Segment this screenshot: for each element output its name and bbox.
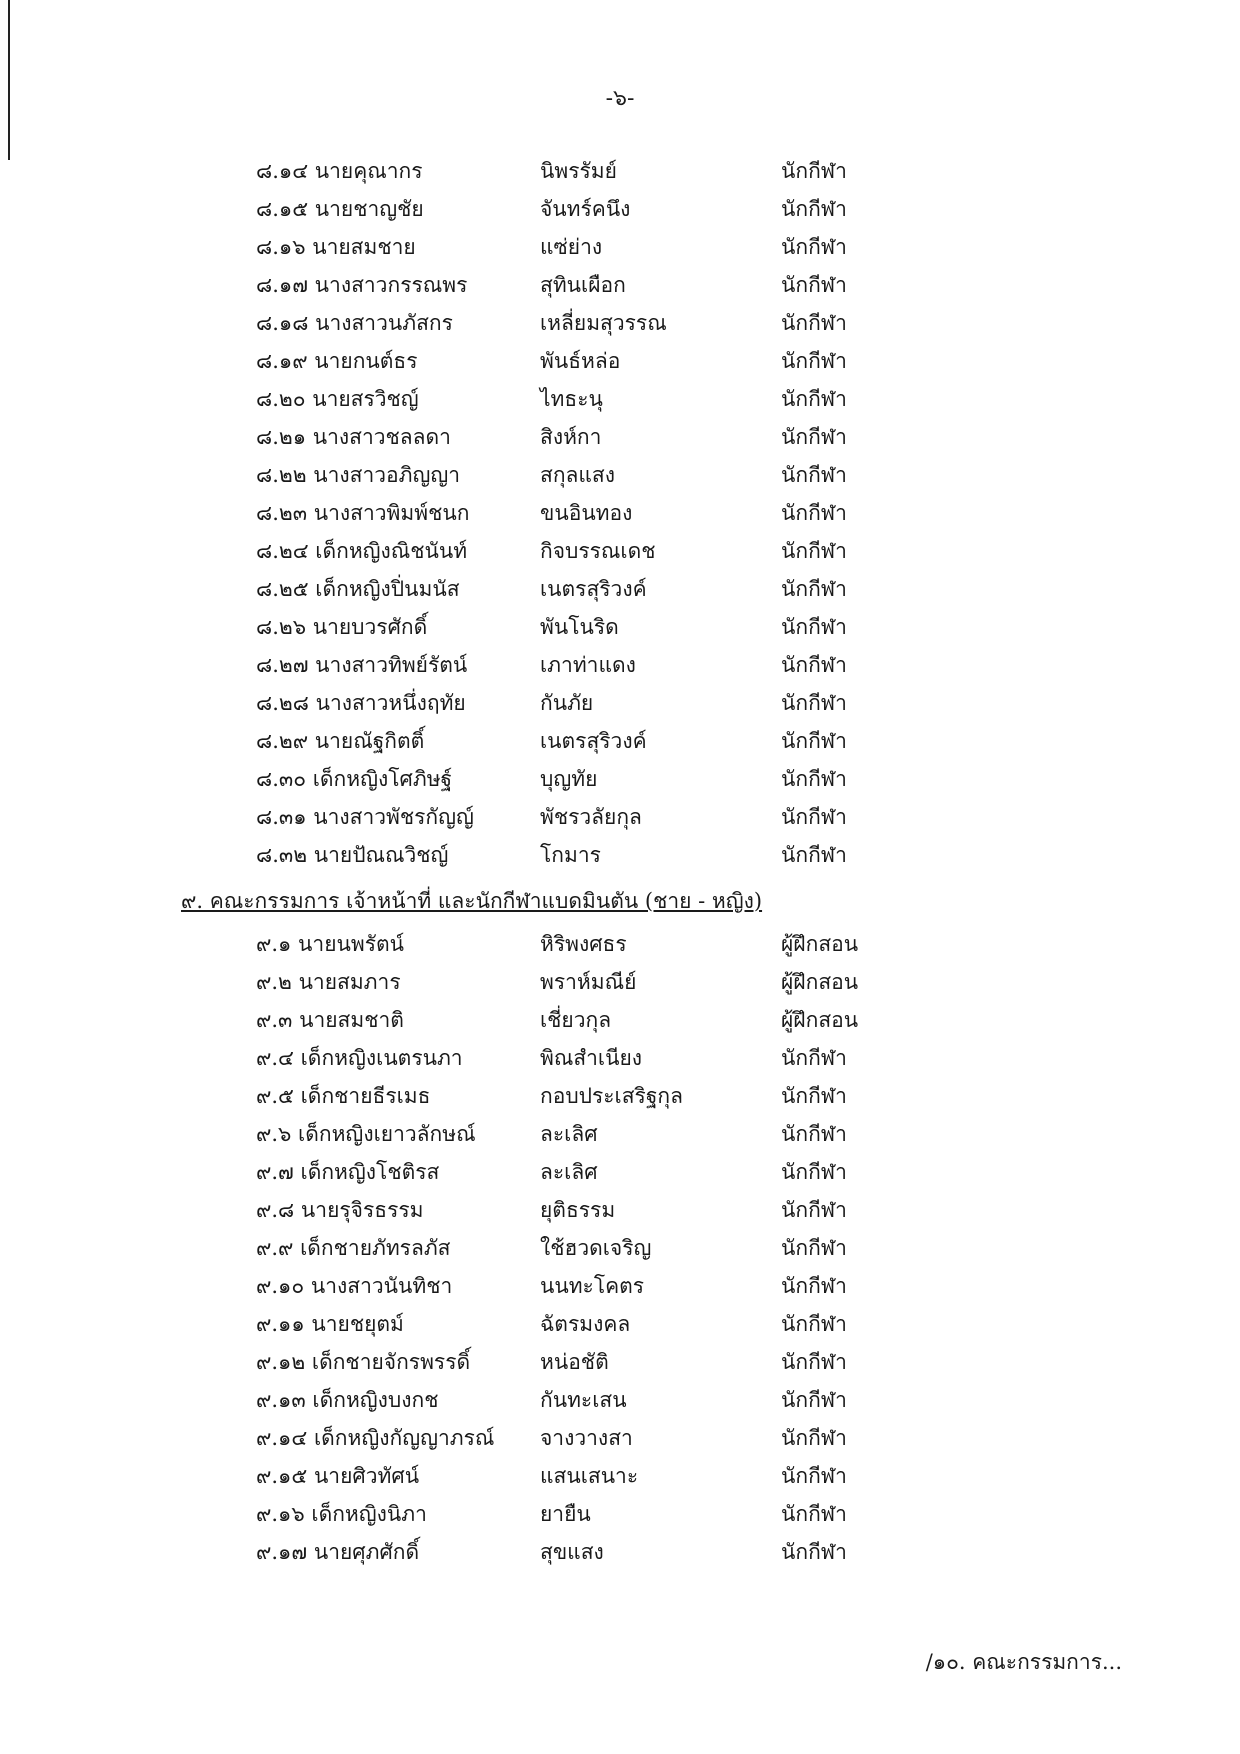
list-item [0, 1229, 1240, 1267]
member-surname: กิจบรรณเดช [540, 539, 656, 563]
member-number-name: ๘.๒๖ นายบวรศักดิ์ [256, 615, 428, 639]
member-role: นักกีฬา [781, 539, 847, 563]
list-item [0, 1267, 1240, 1305]
member-role: ผู้ฝึกสอน [781, 932, 859, 956]
member-number-name: ๙.๓ นายสมชาติ [256, 1008, 404, 1032]
member-surname: ฉัตรมงคล [540, 1312, 631, 1336]
member-number-name: ๙.๘ นายรุจิรธรรม [256, 1198, 424, 1222]
list-item [0, 190, 1240, 228]
member-surname: ใช้ฮวดเจริญ [540, 1236, 652, 1260]
list-item [0, 494, 1240, 532]
list-item [0, 1153, 1240, 1191]
member-surname: นนทะโคตร [540, 1274, 645, 1298]
member-number-name: ๙.๙ เด็กชายภัทรลภัส [256, 1236, 451, 1260]
list-item [0, 836, 1240, 874]
member-role: นักกีฬา [781, 387, 847, 411]
member-number-name: ๘.๒๑ นางสาวชลลดา [256, 425, 451, 449]
member-surname: สกุลแสง [540, 463, 616, 487]
member-role: นักกีฬา [781, 843, 847, 867]
list-item [0, 1381, 1240, 1419]
member-role: นักกีฬา [781, 425, 847, 449]
member-surname: สุขแสง [540, 1540, 604, 1564]
member-role: นักกีฬา [781, 1160, 847, 1184]
section8-list [0, 152, 1240, 874]
member-role: นักกีฬา [781, 615, 847, 639]
member-number-name: ๘.๒๘ นางสาวหนึ่งฤทัย [256, 691, 466, 715]
member-role: นักกีฬา [781, 653, 847, 677]
member-number-name: ๘.๑๘ นางสาวนภัสกร [256, 311, 453, 335]
member-role: นักกีฬา [781, 691, 847, 715]
member-role: นักกีฬา [781, 767, 847, 791]
list-item [0, 266, 1240, 304]
member-surname: จางวางสา [540, 1426, 633, 1450]
member-surname: เนตรสุริวงค์ [540, 577, 647, 601]
member-role: ผู้ฝึกสอน [781, 970, 859, 994]
member-surname: กันภัย [540, 691, 594, 715]
list-item [0, 798, 1240, 836]
member-surname: นิพรรัมย์ [540, 159, 617, 183]
member-number-name: ๙.๗ เด็กหญิงโชติรส [256, 1160, 440, 1184]
section9-heading: ๙. คณะกรรมการ เจ้าหน้าที่ และนักกีฬาแบดมินตัน (ชาย - หญิง) [181, 889, 763, 913]
list-item [0, 380, 1240, 418]
member-surname: หน่อชัติ [540, 1350, 609, 1374]
member-surname: สิงห์กา [540, 425, 602, 449]
member-number-name: ๙.๑๗ นายศุภศักดิ์ [256, 1540, 420, 1564]
member-surname: กันทะเสน [540, 1388, 627, 1412]
member-number-name: ๘.๒๐ นายสรวิชญ์ [256, 387, 419, 411]
member-number-name: ๙.๔ เด็กหญิงเนตรนภา [256, 1046, 463, 1070]
member-number-name: ๘.๒๓ นางสาวพิมพ์ชนก [256, 501, 470, 525]
member-surname: พิณสำเนียง [540, 1046, 643, 1070]
member-number-name: ๘.๒๙ นายณัฐกิตติ์ [256, 729, 425, 753]
member-role: นักกีฬา [781, 1502, 847, 1526]
member-number-name: ๙.๒ นายสมภาร [256, 970, 401, 994]
member-number-name: ๙.๖ เด็กหญิงเยาวลักษณ์ [256, 1122, 476, 1146]
member-number-name: ๘.๒๗ นางสาวทิพย์รัตน์ [256, 653, 468, 677]
member-surname: กอบประเสริฐกุล [540, 1084, 683, 1108]
member-role: นักกีฬา [781, 1046, 847, 1070]
list-item [0, 1457, 1240, 1495]
member-surname: จันทร์คนึง [540, 197, 631, 221]
member-number-name: ๙.๑๖ เด็กหญิงนิภา [256, 1502, 427, 1526]
member-surname: พัชรวลัยกุล [540, 805, 642, 829]
list-item [0, 1533, 1240, 1571]
member-number-name: ๘.๑๖ นายสมชาย [256, 235, 416, 259]
member-surname: แสนเสนาะ [540, 1464, 639, 1488]
list-item [0, 570, 1240, 608]
member-role: นักกีฬา [781, 1122, 847, 1146]
member-number-name: ๘.๒๕ เด็กหญิงปิ่นมนัส [256, 577, 460, 601]
member-number-name: ๘.๓๑ นางสาวพัชรกัญญ์ [256, 805, 474, 829]
list-item [0, 608, 1240, 646]
page-number: -๖- [605, 86, 635, 111]
member-number-name: ๙.๑๐ นางสาวนันทิชา [256, 1274, 453, 1298]
member-number-name: ๘.๑๕ นายชาญชัย [256, 197, 424, 221]
list-item [0, 152, 1240, 190]
member-surname: โกมาร [540, 843, 601, 867]
member-surname: พันโนริด [540, 615, 619, 639]
list-item [0, 304, 1240, 342]
member-role: นักกีฬา [781, 235, 847, 259]
member-number-name: ๙.๑๒ เด็กชายจักรพรรดิ์ [256, 1350, 471, 1374]
member-surname: สุทินเผือก [540, 273, 626, 297]
list-item [0, 1495, 1240, 1533]
member-surname: เชี่ยวกุล [540, 1008, 612, 1032]
list-item [0, 1115, 1240, 1153]
member-surname: ไทธะนุ [540, 387, 603, 411]
member-number-name: ๙.๑๑ นายชยุตม์ [256, 1312, 404, 1336]
list-item [0, 760, 1240, 798]
member-surname: บุญทัย [540, 767, 598, 791]
footer-continuation-note: /๑๐. คณะกรรมการ... [925, 1650, 1122, 1674]
member-role: นักกีฬา [781, 805, 847, 829]
member-surname: ละเลิศ [540, 1160, 598, 1184]
member-role: นักกีฬา [781, 1540, 847, 1564]
member-role: นักกีฬา [781, 273, 847, 297]
member-role: นักกีฬา [781, 1350, 847, 1374]
list-item [0, 1077, 1240, 1115]
member-role: นักกีฬา [781, 1464, 847, 1488]
member-role: นักกีฬา [781, 1084, 847, 1108]
member-surname: พราห์มณีย์ [540, 970, 637, 994]
list-item [0, 532, 1240, 570]
member-role: นักกีฬา [781, 1388, 847, 1412]
member-surname: ยายืน [540, 1502, 591, 1526]
member-role: นักกีฬา [781, 311, 847, 335]
member-surname: ขนอินทอง [540, 501, 633, 525]
member-surname: แซ่ย่าง [540, 235, 603, 259]
list-item [0, 1343, 1240, 1381]
member-role: นักกีฬา [781, 1426, 847, 1450]
list-item [0, 722, 1240, 760]
list-item [0, 418, 1240, 456]
member-number-name: ๙.๑ นายนพรัตน์ [256, 932, 404, 956]
member-number-name: ๙.๕ เด็กชายธีรเมธ [256, 1084, 431, 1108]
member-surname: เนตรสุริวงค์ [540, 729, 647, 753]
member-role: นักกีฬา [781, 197, 847, 221]
member-role: นักกีฬา [781, 1198, 847, 1222]
list-item [0, 342, 1240, 380]
list-item [0, 1191, 1240, 1229]
member-number-name: ๘.๒๒ นางสาวอภิญญา [256, 463, 461, 487]
member-surname: หิริพงศธร [540, 932, 627, 956]
list-item [0, 1305, 1240, 1343]
list-item [0, 646, 1240, 684]
section9-list [0, 925, 1240, 1571]
member-surname: เภาท่าแดง [540, 653, 636, 677]
member-role: นักกีฬา [781, 1236, 847, 1260]
member-number-name: ๘.๒๔ เด็กหญิงณิชนันท์ [256, 539, 468, 563]
member-number-name: ๙.๑๕ นายศิวทัศน์ [256, 1464, 420, 1488]
list-item [0, 1419, 1240, 1457]
list-item [0, 228, 1240, 266]
member-surname: ยุติธรรม [540, 1198, 616, 1222]
member-role: นักกีฬา [781, 463, 847, 487]
member-role: นักกีฬา [781, 729, 847, 753]
member-surname: ละเลิศ [540, 1122, 598, 1146]
member-role: นักกีฬา [781, 1312, 847, 1336]
list-item [0, 1001, 1240, 1039]
member-number-name: ๘.๓๒ นายปัณณวิชญ์ [256, 843, 449, 867]
list-item [0, 925, 1240, 963]
list-item [0, 963, 1240, 1001]
member-role: นักกีฬา [781, 349, 847, 373]
member-role: นักกีฬา [781, 577, 847, 601]
member-number-name: ๙.๑๓ เด็กหญิงบงกช [256, 1388, 439, 1412]
member-number-name: ๘.๑๔ นายคุณากร [256, 159, 423, 183]
member-number-name: ๘.๑๙ นายกนต์ธร [256, 349, 418, 373]
member-role: นักกีฬา [781, 501, 847, 525]
member-role: นักกีฬา [781, 159, 847, 183]
member-number-name: ๙.๑๔ เด็กหญิงกัญญาภรณ์ [256, 1426, 495, 1450]
member-role: ผู้ฝึกสอน [781, 1008, 859, 1032]
member-surname: พันธ์หล่อ [540, 349, 621, 373]
list-item [0, 456, 1240, 494]
member-number-name: ๘.๓๐ เด็กหญิงโศภิษฐ์ [256, 767, 453, 791]
member-surname: เหลี่ยมสุวรรณ [540, 311, 667, 335]
member-role: นักกีฬา [781, 1274, 847, 1298]
list-item [0, 1039, 1240, 1077]
list-item [0, 684, 1240, 722]
member-number-name: ๘.๑๗ นางสาวกรรณพร [256, 273, 468, 297]
